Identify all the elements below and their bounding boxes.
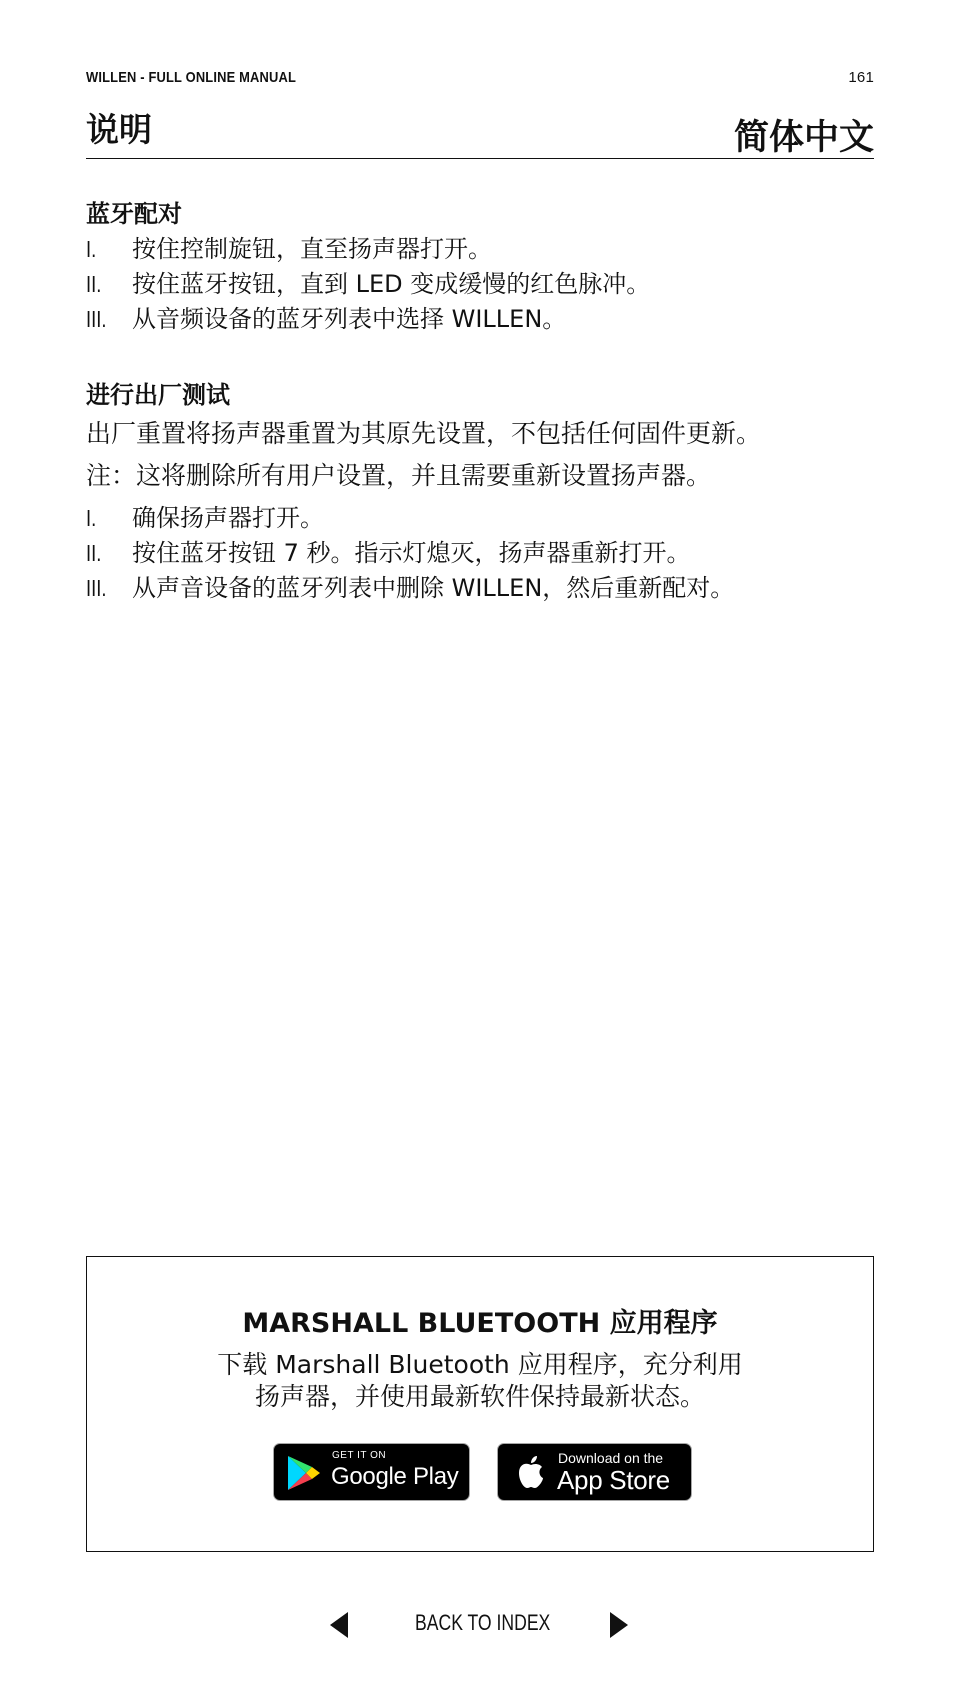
- factory-reset-steps: [86, 501, 874, 606]
- factory-reset-section: [86, 377, 874, 606]
- google-play-big-text: Google Play: [331, 1463, 459, 1490]
- list-item: [86, 571, 874, 606]
- factory-reset-note: 注：这将删除所有用户设置，并且需要重新设置扬声器。: [86, 461, 712, 490]
- list-item: [86, 501, 874, 536]
- step-number: I.: [86, 236, 97, 262]
- pairing-heading: 蓝牙配对: [86, 200, 182, 228]
- previous-page-arrow-icon[interactable]: [330, 1612, 348, 1638]
- step-text: 从声音设备的蓝牙列表中删除 WILLEN，然后重新配对。: [132, 574, 735, 602]
- step-text: 按住蓝牙按钮，直到 LED 变成缓慢的红色脉冲。: [132, 270, 651, 298]
- store-badges: [87, 1443, 873, 1501]
- page-number: 161: [848, 69, 874, 86]
- list-item: [86, 536, 874, 571]
- step-number: II.: [86, 540, 102, 566]
- factory-reset-heading: 进行出厂测试: [86, 381, 230, 409]
- step-number: II.: [86, 271, 102, 297]
- list-item: [86, 267, 874, 302]
- step-text: 按住蓝牙按钮 7 秒。指示灯熄灭，扬声器重新打开。: [132, 539, 691, 567]
- manual-page: [86, 0, 874, 1696]
- document-title: WILLEN - FULL ONLINE MANUAL: [86, 69, 297, 86]
- apple-icon: [515, 1454, 547, 1494]
- title-row: [86, 104, 874, 159]
- step-text: 按住控制旋钮，直至扬声器打开。: [132, 235, 492, 263]
- list-item: [86, 232, 874, 267]
- app-promo-box: [86, 1256, 874, 1552]
- google-play-small-text: GET IT ON: [332, 1450, 387, 1461]
- app-promo-description-line: 下载 Marshall Bluetooth 应用程序，充分利用: [217, 1350, 743, 1379]
- step-number: III.: [86, 575, 107, 601]
- section-title: 说明: [86, 110, 152, 149]
- app-promo-description: [87, 1349, 873, 1413]
- pairing-steps: [86, 232, 874, 337]
- page-header: [86, 69, 874, 89]
- footer-nav: [86, 1604, 874, 1644]
- factory-reset-description: 出厂重置将扬声器重置为其原先设置，不包括任何固件更新。: [86, 419, 762, 448]
- pairing-section: [86, 196, 874, 337]
- step-number: III.: [86, 306, 107, 332]
- next-page-arrow-icon[interactable]: [610, 1612, 628, 1638]
- app-promo-title: MARSHALL BLUETOOTH 应用程序: [242, 1308, 718, 1339]
- app-store-small-text: Download on the: [558, 1450, 664, 1466]
- step-number: I.: [86, 505, 97, 531]
- app-promo-description-line: 扬声器，并使用最新软件保持最新状态。: [254, 1382, 705, 1411]
- app-store-big-text: App Store: [557, 1465, 670, 1495]
- step-text: 从音频设备的蓝牙列表中选择 WILLEN。: [132, 305, 567, 333]
- back-to-index-link[interactable]: BACK TO INDEX: [415, 1610, 551, 1635]
- list-item: [86, 302, 874, 337]
- step-text: 确保扬声器打开。: [132, 504, 324, 532]
- google-play-button[interactable]: [273, 1443, 470, 1501]
- app-store-button[interactable]: [497, 1443, 692, 1501]
- language-label: 简体中文: [733, 118, 874, 158]
- google-play-icon: [286, 1455, 322, 1495]
